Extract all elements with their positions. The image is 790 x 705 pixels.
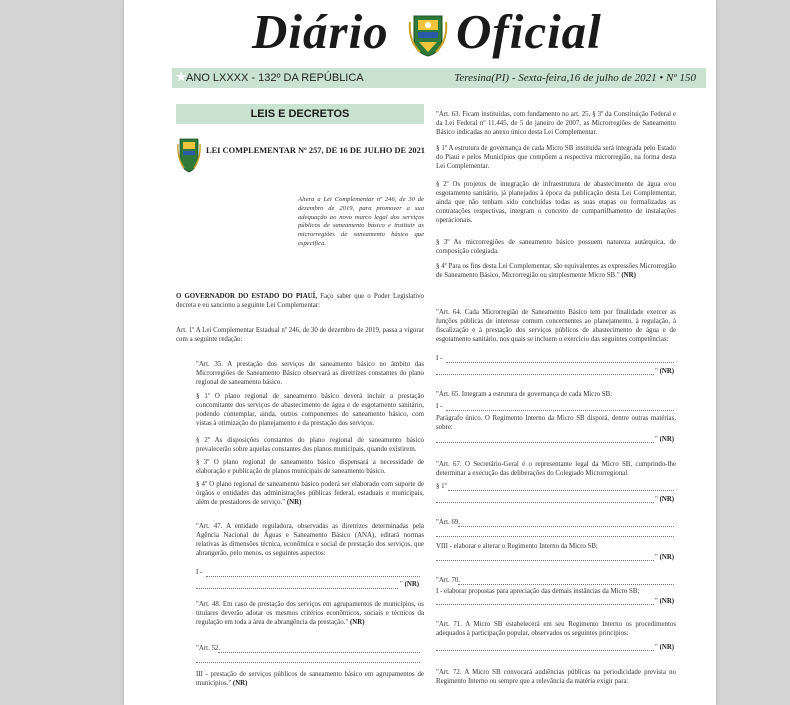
enactment-clause xyxy=(176,292,424,310)
dotted-leader xyxy=(458,526,674,527)
article-69: "Art. 69. xyxy=(436,519,461,526)
article-64: "Art. 64. Cada Microrregião de Saneamento Básico tem por finalidade exercer as funções públicas de interesse comum concernentes ao planejamento, à regulação, à fiscalização e à prestação dos serviços públicos de abastecimento de água e de esgotamento sanitário, nos quais se incluem o exercício das seguintes competências: xyxy=(436,309,676,343)
nr-marker: " (NR) xyxy=(655,368,675,375)
nr-marker: " (NR) xyxy=(400,581,420,588)
dotted-leader xyxy=(436,560,654,561)
nr-marker: " (NR) xyxy=(655,598,675,605)
article-47: "Art. 47. A entidade reguladora, observadas as diretrizes determinadas pela Agência Nacional de Águas e Saneamento Básico (ANA), editará normas relativas às dimensões técnica, econômica e social de prestação dos serviços, que abrangerão, pelo menos, os seguintes aspectos: xyxy=(196,523,424,557)
dotted-leader xyxy=(206,576,420,577)
article-52-iii xyxy=(196,670,424,688)
article-63-p1: § 1º A estrutura de governança de cada Micro SB instituída será integrada pelo Estado do Piauí e pelos Municípios que compõem a respectiva microrregião, na forma desta Lei Complementar. xyxy=(436,145,676,170)
article-52: "Art. 52. xyxy=(196,645,221,652)
law-title: LEI COMPLEMENTAR Nº 257, DE 16 DE JULHO DE 2021 xyxy=(206,146,425,155)
edition-date: Teresina(PI) - Sexta-feira,16 de julho de 2021 • Nº 150 xyxy=(454,72,696,84)
paragraph-1: § 1º xyxy=(436,483,447,490)
dotted-leader xyxy=(436,442,654,443)
article-52-iii-text: III - prestação de serviços públicos de saneamento básico em agrupamentos de municípios." xyxy=(196,671,424,687)
item-viii: VIII - elaborar e alterar o Regimento Interno da Micro SB; xyxy=(436,543,598,550)
section-title: LEIS E DECRETOS xyxy=(176,104,424,124)
article-63-p2: § 2º Os projetos de integração de infraestrutura de abastecimento de água e/ou esgotamento sanitário, já planejados à época da publicação desta Lei Complementar, ainda que não tenham sido concluídas todas as suas etapas ou formalizadas as contratações respectivas, integram o conceito de compartilhamento de instalações operacionais. xyxy=(436,181,676,224)
article-48 xyxy=(196,600,424,627)
nr-marker: (NR) xyxy=(349,619,365,626)
item-i: I - xyxy=(436,403,443,410)
article-63-p3: § 3º As microrregiões de saneamento básico possuem natureza autárquica, de composição colegiada. xyxy=(436,239,676,255)
nr-marker: " (NR) xyxy=(655,644,675,651)
dotted-leader xyxy=(446,410,674,411)
law-summary: Altera a Lei Complementar nº 246, de 30 de dezembro de 2019, para promover a sua adequação ao novo marco legal dos serviços públicos de saneamento básico e instituir as microrregiões de saneamento básico que especifica. xyxy=(298,196,424,247)
nr-marker: " (NR) xyxy=(655,436,675,443)
article-65-paragraph: Parágrafo único. O Regimento Interno da Micro SB disporá, dentre outras matérias, sobre: xyxy=(436,415,676,431)
star-icon: ★ xyxy=(174,69,189,86)
piaui-coat-of-arms-icon xyxy=(406,12,450,58)
edition-year: ANO LXXXX - 132º DA REPÚBLICA xyxy=(186,72,364,84)
nr-marker: (NR) xyxy=(621,272,636,279)
dotted-leader xyxy=(436,502,654,503)
dotted-leader xyxy=(436,536,674,537)
article-72: "Art. 72. A Micro SB convocará audiências públicas na periodicidade prevista no Regimento Interno ou sempre que a relevância da matéria exigir para: xyxy=(436,669,676,685)
article-65: "Art. 65. Integram a estrutura de governança de cada Micro SB: xyxy=(436,391,613,398)
article-35-p2: § 2º As disposições constantes do plano regional de saneamento básico prevalecerão sobre aquelas constantes dos planos municipais, quando existirem. xyxy=(196,437,424,453)
item-i: I - xyxy=(436,355,443,362)
governor-label: O GOVERNADOR DO ESTADO DO PIAUÍ, xyxy=(176,293,318,300)
article-35-p4 xyxy=(196,480,424,507)
article-1: Art. 1º A Lei Complementar Estadual nº 246, de 30 de dezembro de 2019, passa a vigorar com a seguinte redação: xyxy=(176,327,424,343)
piaui-coat-of-arms-icon xyxy=(176,136,202,174)
masthead xyxy=(124,2,716,62)
dotted-leader xyxy=(448,490,674,491)
article-35: "Art. 35. A prestação dos serviços de saneamento básico no âmbito das Microrregiões de Saneamento Básico observará as diretrizes constantes do plano regional de saneamento básico. xyxy=(196,361,424,386)
article-48-text: "Art. 48. Em caso de prestação dos serviços em agrupamentos de municípios, os titulares deverão adotar os mesmos critérios econômicos, sociais e técnicos da regulação em toda a área de abrangência da prestação." xyxy=(196,601,424,626)
item-i: I - xyxy=(196,569,203,576)
dotted-leader xyxy=(446,362,674,363)
dotted-leader xyxy=(196,662,420,663)
dotted-leader xyxy=(196,588,398,589)
masthead-title-left: Diário xyxy=(252,4,389,59)
dotted-leader xyxy=(458,584,674,585)
article-70-i: I - elaborar propostas para apreciação das demais instâncias da Micro SB; xyxy=(436,588,640,595)
dotted-leader xyxy=(218,652,420,653)
article-70: "Art. 70. xyxy=(436,577,461,584)
dotted-leader xyxy=(436,604,654,605)
dotted-leader xyxy=(436,650,654,651)
nr-marker: (NR) xyxy=(286,499,302,506)
article-67: "Art. 67. O Secretário-Geral é o representante legal da Micro SB, cumprindo-lhe determinar a execução das deliberações do Colegiado Microrregional. xyxy=(436,461,676,477)
nr-marker: (NR) xyxy=(232,680,248,687)
article-35-p1: § 1º O plano regional de saneamento básico deverá incluir a prestação concomitante dos serviços de abastecimento de água e de esgotamento sanitário, podendo contemplar, ainda, outros componentes do saneamento básico, com vistas à otimização do planejamento e da prestação dos serviços. xyxy=(196,393,424,427)
enactment-text: Faço saber que o Poder Legislativo decreta e eu sanciono a seguinte Lei Complementar: xyxy=(176,293,424,309)
masthead-title-right: Oficial xyxy=(456,4,602,59)
nr-marker: " (NR) xyxy=(655,554,675,561)
nr-marker: " (NR) xyxy=(655,496,675,503)
article-63-p4-text: § 4º Para os fins desta Lei Complementar, são equivalentes as expressões Microrregião de Saneamento Básico, Microrregião ou simplesmente Micro SB." xyxy=(436,263,676,279)
edition-banner xyxy=(172,68,706,88)
article-63-p4 xyxy=(436,262,676,280)
article-35-p4-text: § 4º O plano regional de saneamento básico poderá ser elaborado com suporte de órgãos e entidades das administrações públicas federal, estaduais e municipais, além de prestadores de serviço." xyxy=(196,481,424,506)
article-35-p3: § 3º O plano regional de saneamento básico dispensará a necessidade de elaboração e publicação de planos municipais de saneamento básico. xyxy=(196,459,424,475)
article-71: "Art. 71. A Micro SB estabelecerá em seu Regimento Interno os procedimentos adequados à participação popular, observados os seguintes princípios: xyxy=(436,621,676,637)
page xyxy=(124,0,716,705)
article-63: "Art. 63. Ficam instituídas, com fundamento no art. 25, § 3º da Constituição Federal e da Lei Federal nº 11.445, de 5 de janeiro de 2007, as Microrregiões de Saneamento Básico indicadas no anexo único desta Lei Complementar. xyxy=(436,111,676,136)
dotted-leader xyxy=(436,374,654,375)
